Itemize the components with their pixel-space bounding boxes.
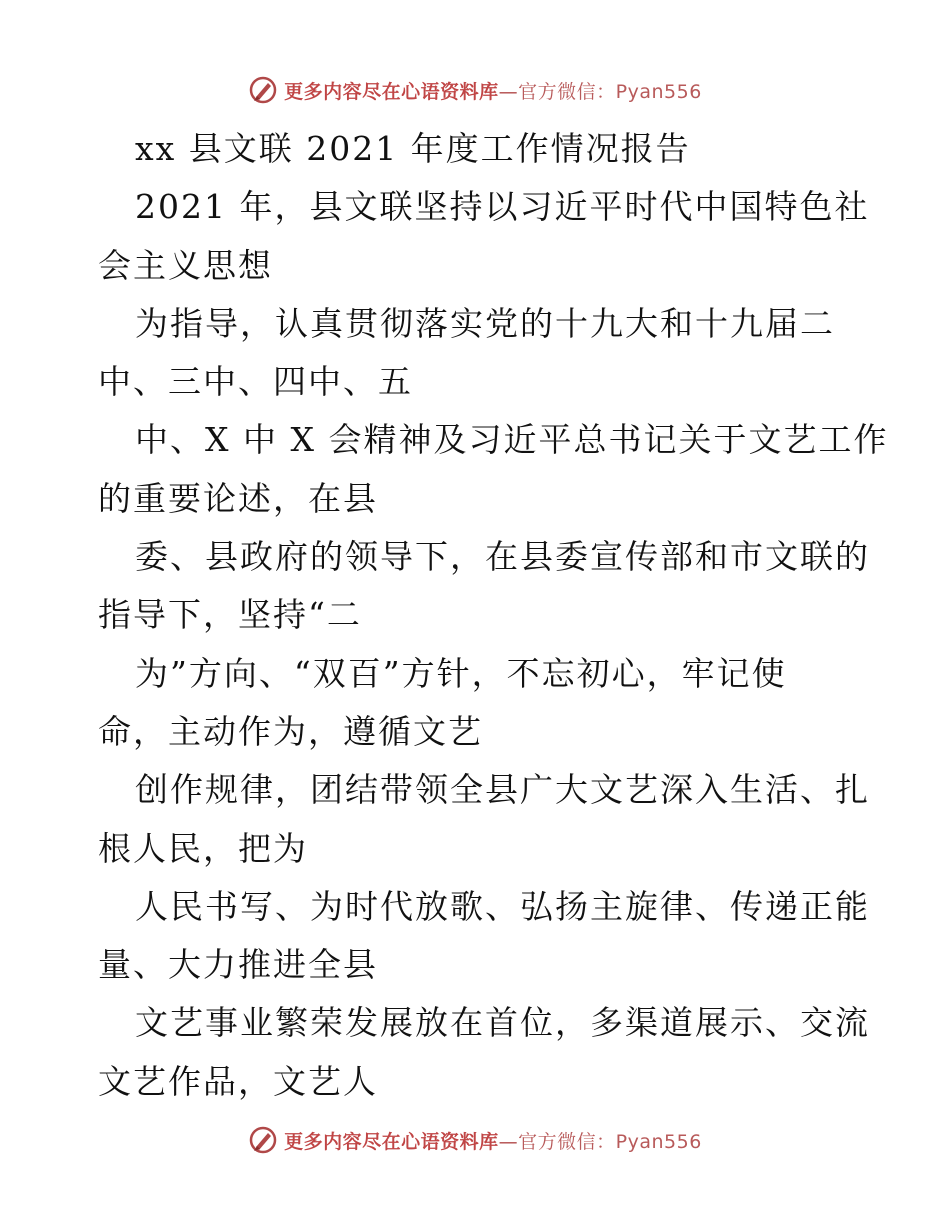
text-line: 委、县政府的领导下，在县委宣传部和市文联的	[135, 537, 870, 577]
text-line: 中、三中、四中、五	[98, 362, 413, 402]
footer-watermark	[0, 1120, 950, 1160]
text-line: 的重要论述，在县	[98, 478, 378, 518]
text-line: 中、X 中 X 会精神及习近平总书记关于文艺工作	[135, 420, 889, 460]
watermark-text	[284, 77, 702, 104]
text-line: 文艺事业繁荣发展放在首位，多渠道展示、交流	[135, 1003, 870, 1043]
text-line: 人民书写、为时代放歌、弘扬主旋律、传递正能	[135, 886, 870, 926]
text-line: 根人民，把为	[98, 828, 308, 868]
watermark-separator: —	[498, 80, 519, 103]
text-line: 文艺作品，文艺人	[98, 1061, 378, 1101]
text-line: 会主义思想	[98, 245, 273, 285]
watermark-contact: 官方微信：Pyan556	[518, 1130, 702, 1153]
text-line: 指导下，坚持“二	[98, 595, 362, 635]
text-line: 为指导，认真贯彻落实党的十九大和十九届二	[135, 303, 835, 343]
watermark-text	[284, 1127, 702, 1154]
text-line: 为”方向、“双百”方针，不忘初心，牢记使	[135, 653, 787, 693]
watermark-brand: 更多内容尽在心语资料库	[284, 1130, 499, 1153]
watermark-brand: 更多内容尽在心语资料库	[284, 80, 499, 103]
pen-circle-logo-icon	[248, 1125, 278, 1155]
watermark-separator: —	[498, 1130, 519, 1153]
header-watermark	[0, 70, 950, 110]
pen-circle-logo-icon	[248, 75, 278, 105]
text-line: 命，主动作为，遵循文艺	[98, 711, 483, 751]
text-line: 量、大力推进全县	[98, 945, 378, 985]
document-title: xx 县文联 2021 年度工作情况报告	[135, 129, 691, 168]
text-line: 2021 年，县文联坚持以习近平时代中国特色社	[135, 187, 870, 227]
watermark-contact: 官方微信：Pyan556	[518, 80, 702, 103]
document-body	[98, 120, 889, 1111]
text-line: 创作规律，团结带领全县广大文艺深入生活、扎	[135, 770, 870, 810]
